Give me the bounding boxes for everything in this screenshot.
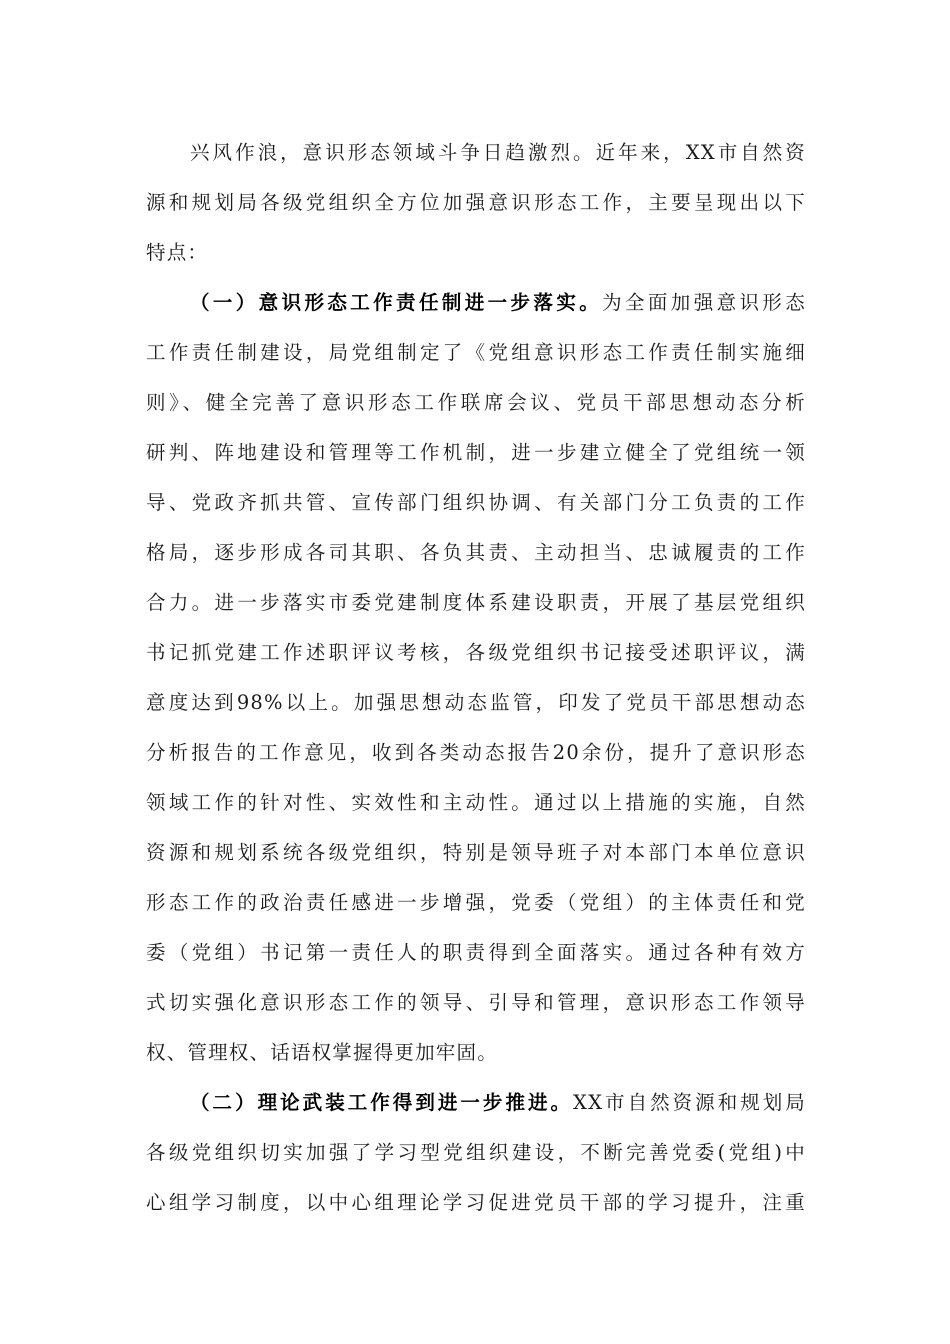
section-heading-line [146, 1078, 806, 1128]
text-line: 导、党政齐抓共管、宣传部门组织协调、有关部门分工负责的工作 [146, 491, 806, 514]
text-line: 格局，逐步形成各司其职、各负其责、主动担当、忠诚履责的工作 [146, 541, 806, 564]
text-line: 则》、健全完善了意识形态工作联席会议、党员干部思想动态分析 [146, 391, 806, 414]
text-line: 研判、阵地建设和管理等工作机制，进一步建立健全了党组统一领 [146, 441, 806, 464]
text-line: 分析报告的工作意见，收到各类动态报告20余份，提升了意识形态 [146, 741, 806, 764]
heading-line-text: XX市自然资源和规划局 [573, 1091, 806, 1114]
text-line: 资源和规划系统各级党组织，特别是领导班子对本部门本单位意识 [146, 841, 806, 864]
text-line: 兴风作浪，意识形态领域斗争日趋激烈。近年来，XX市自然资 [190, 141, 806, 164]
text-line: 各级党组织切实加强了学习型党组织建设，不断完善党委(党组)中 [146, 1141, 806, 1164]
text-line: 形态工作的政治责任感进一步增强，党委（党组）的主体责任和党 [146, 891, 806, 914]
text-line: 意度达到98%以上。加强思想动态监管，印发了党员干部思想动态 [146, 691, 806, 714]
text-line: 委（党组）书记第一责任人的职责得到全面落实。通过各种有效方 [146, 941, 806, 964]
text-line: 心组学习制度，以中心组理论学习促进党员干部的学习提升，注重 [146, 1191, 806, 1214]
paragraph-intro-continuation [146, 128, 806, 278]
section-heading-one: （一）意识形态工作责任制进一步落实。 [190, 291, 603, 314]
text-line: 特点： [146, 241, 209, 264]
text-line: 工作责任制建设，局党组制定了《党组意识形态工作责任制实施细 [146, 341, 806, 364]
section-heading-two: （二）理论武装工作得到进一步推进。 [190, 1091, 574, 1114]
text-line: 式切实强化意识形态工作的领导、引导和管理，意识形态工作领导 [146, 991, 806, 1014]
paragraph-section-one [146, 278, 806, 1078]
text-line: 书记抓党建工作述职评议考核，各级党组织书记接受述职评议，满 [146, 641, 806, 664]
section-heading-line [146, 278, 806, 328]
paragraph-section-two [146, 1078, 806, 1228]
text-line: 源和规划局各级党组织全方位加强意识形态工作，主要呈现出以下 [146, 191, 806, 214]
text-line: 合力。进一步落实市委党建制度体系建设职责，开展了基层党组织 [146, 591, 806, 614]
heading-line-text: 为全面加强意识形态 [602, 291, 806, 314]
text-line: 领域工作的针对性、实效性和主动性。通过以上措施的实施，自然 [146, 791, 806, 814]
text-line: 权、管理权、话语权掌握得更加牢固。 [146, 1041, 498, 1064]
